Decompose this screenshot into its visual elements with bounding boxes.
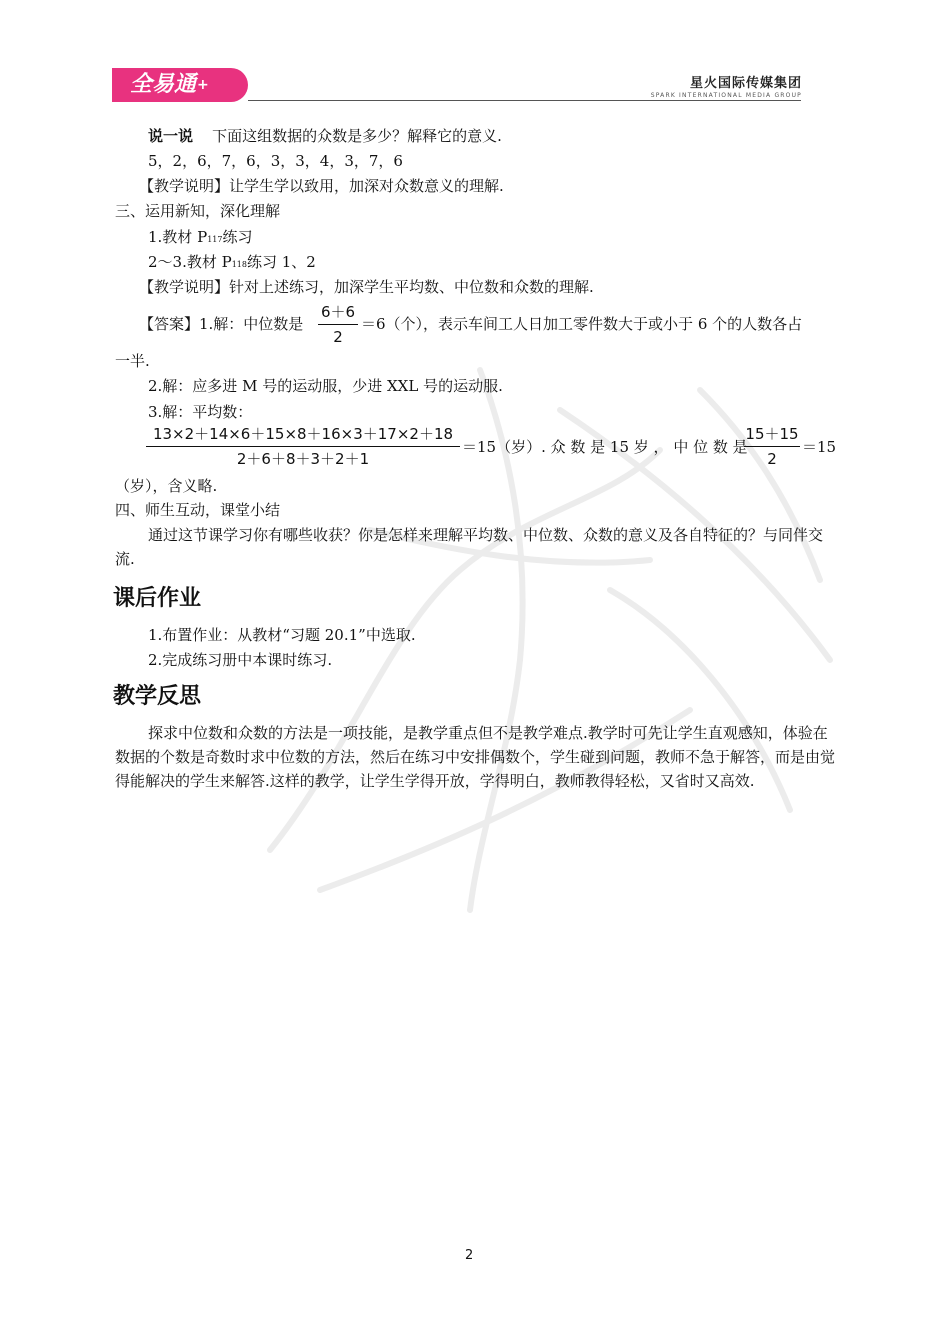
median-suffix: ＝15 xyxy=(802,438,837,456)
answer1-fraction xyxy=(318,302,358,347)
answer3-continued: （岁），含义略. xyxy=(115,477,218,495)
section3-note: 【教学说明】针对上述练习，加深学生平均数、中位数和众数的理解. xyxy=(139,278,594,296)
shuo-note: 【教学说明】让学生学以致用，加深对众数意义的理解. xyxy=(139,177,504,195)
answer1-numerator: 6＋6 xyxy=(320,303,356,321)
item2-suffix: 练习 1、2 xyxy=(247,253,316,271)
shuo-data: 5，2，6，7，6，3，3，4，3，7，6 xyxy=(148,152,403,170)
shuo-question: 下面这组数据的众数是多少？解释它的意义. xyxy=(212,127,502,145)
item1-page-sub: 117 xyxy=(207,235,223,244)
logo-plus: + xyxy=(197,77,209,93)
answer3-label: 3.解：平均数： xyxy=(148,403,253,421)
homework-item2: 2.完成练习册中本课时练习. xyxy=(148,651,333,669)
mean-suffix: ＝15（岁）. 众 数 是 15 岁 ， 中 位 数 是 xyxy=(462,438,748,456)
answer1-prefix: 【答案】1.解：中位数是 xyxy=(139,315,304,333)
median-numerator: 15＋15 xyxy=(745,425,799,443)
section4-paragraph: 通过这节课学习你有哪些收获？你是怎样来理解平均数、中位数、众数的意义及各自特征的？与同伴交流. xyxy=(115,526,824,568)
reflection-paragraph: 探求中位数和众数的方法是一项技能，是教学重点但不是教学难点.教学时可先让学生直观感知，体验在数据的个数是奇数时求中位数的方法，然后在练习中安排偶数个，学生碰到问题，教师不急于解答，而是由觉得能解决的学生来解答.这样的教学，让学生学得开放，学得明白，教师教得轻松，又省时又高效. xyxy=(115,724,836,790)
homework-heading: 课后作业 xyxy=(113,586,202,611)
mean-numerator: 13×2＋14×6＋15×8＋16×3＋17×2＋18 xyxy=(152,425,454,443)
shuo-line xyxy=(148,126,502,146)
mean-fraction xyxy=(146,424,460,469)
fraction-bar xyxy=(146,446,460,447)
logo-text: 全易通 xyxy=(130,72,197,97)
reflection-heading: 教学反思 xyxy=(113,684,202,709)
publisher-block xyxy=(651,72,802,99)
page-number: 2 xyxy=(465,1248,474,1263)
median-fraction xyxy=(744,424,800,469)
homework-item1: 1.布置作业：从教材“习题 20.1”中选取. xyxy=(148,626,416,644)
answer1-continued: 一半. xyxy=(115,352,150,370)
item2-prefix: 2～3.教材 P xyxy=(148,253,232,271)
item2-page-sub: 118 xyxy=(231,260,247,269)
publisher-name: 星火国际传媒集团 xyxy=(689,76,802,91)
answer2: 2.解：应多进 M 号的运动服，少进 XXL 号的运动服. xyxy=(148,377,503,395)
item1-prefix: 1.教材 P xyxy=(148,228,208,246)
section3-item1 xyxy=(148,227,252,250)
answer1-suffix: ＝6（个），表示车间工人日加工零件数大于或小于 6 个的人数各占 xyxy=(361,315,803,333)
publisher-english: SPARK INTERNATIONAL MEDIA GROUP xyxy=(650,92,802,99)
section4-title: 四、师生互动，课堂小结 xyxy=(115,501,281,519)
section3-item2 xyxy=(148,252,316,275)
header-divider xyxy=(248,100,801,101)
brand-logo xyxy=(112,68,248,102)
mean-denominator: 2＋6＋8＋3＋2＋1 xyxy=(236,450,370,468)
shuo-label: 说一说 xyxy=(148,127,194,145)
fraction-bar xyxy=(744,446,800,447)
answer1-denominator: 2 xyxy=(333,328,343,346)
item1-suffix: 练习 xyxy=(222,228,253,246)
median-denominator: 2 xyxy=(767,450,777,468)
section3-title: 三、运用新知，深化理解 xyxy=(115,202,281,220)
fraction-bar xyxy=(318,324,358,325)
